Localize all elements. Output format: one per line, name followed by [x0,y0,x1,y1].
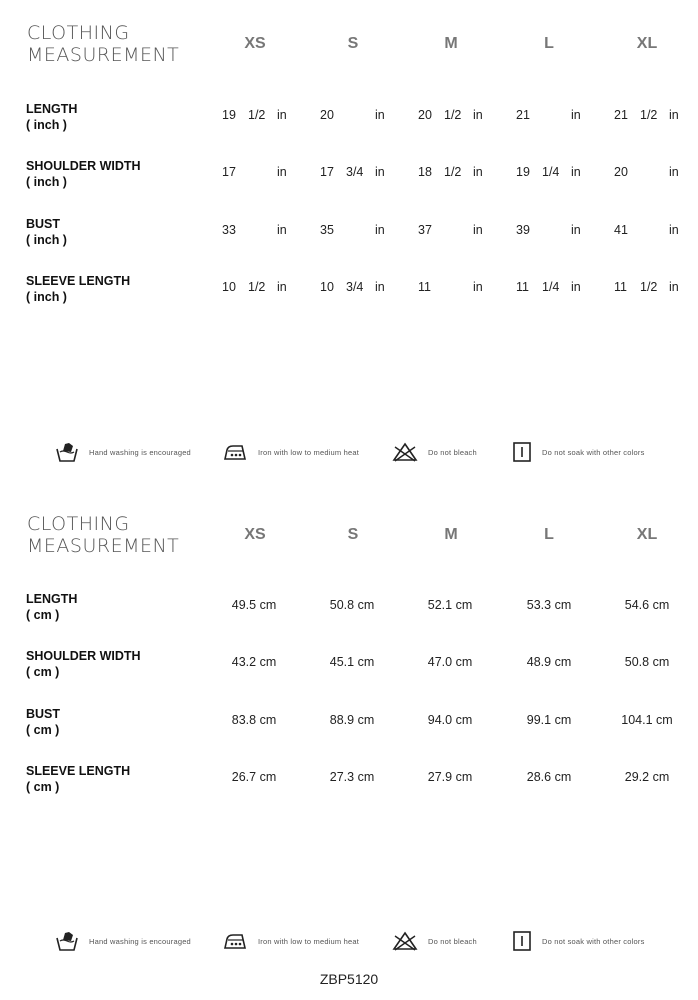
inch-row-label [26,216,67,248]
inch-title-line2: MEASUREMENT [27,44,180,66]
row-unit: ( cm ) [26,608,60,622]
cm-value-cell: 104.1 cm [621,713,673,727]
inch-value-cell [418,223,488,239]
care-item [55,441,191,463]
inch-value-cell [614,165,684,181]
whole-inches: 20 [614,165,628,179]
whole-inches: 21 [516,108,530,122]
inch-value-cell [222,280,292,296]
fraction-inches: 1/4 [542,165,560,179]
row-unit: ( inch ) [26,290,67,304]
care-instructions-top [0,441,698,463]
cm-value-cell: 94.0 cm [427,713,473,727]
unit-inches: in [571,108,581,122]
unit-inches: in [375,280,385,294]
unit-inches: in [277,280,287,294]
cm-value-cell: 88.9 cm [329,713,375,727]
care-text: Iron with low to medium heat [258,936,360,946]
fraction-inches: 1/2 [444,165,462,179]
whole-inches: 39 [516,223,530,237]
inch-size-s: S [347,35,359,52]
cm-value-cell: 28.6 cm [526,770,572,784]
inch-size-xs: XS [244,35,266,52]
inch-value-cell [320,165,390,181]
unit-inches: in [277,108,287,122]
cm-value-cell: 29.2 cm [624,770,670,784]
row-name: BUST [26,707,61,721]
whole-inches: 10 [320,280,334,294]
cm-value-cell: 83.8 cm [231,713,277,727]
cm-value-cell: 47.0 cm [427,655,473,669]
inch-size-m: M [444,35,458,52]
cm-size-l: L [544,526,554,543]
row-unit: ( inch ) [26,118,67,132]
care-item [392,441,477,463]
row-unit: ( cm ) [26,665,60,679]
unit-inches: in [277,223,287,237]
unit-inches: in [669,280,679,294]
inch-size-xl: XL [636,35,658,52]
cm-title-line1: CLOTHING [27,513,130,535]
whole-inches: 33 [222,223,236,237]
row-name: LENGTH [26,592,78,606]
fraction-inches: 1/2 [640,280,658,294]
cm-value-cell: 48.9 cm [526,655,572,669]
cm-size-m: M [444,526,458,543]
hand-wash-icon [55,441,79,463]
inch-value-cell [614,108,684,124]
care-text: Do not soak with other colors [542,936,645,946]
cm-value-cell: 43.2 cm [231,655,277,669]
inch-value-cell [222,108,292,124]
cm-row-label [26,648,141,680]
care-text: Hand washing is encouraged [89,447,191,457]
inch-row-label [26,158,141,190]
inch-row-label [26,273,130,305]
inch-value-cell [516,108,586,124]
inch-title-line1: CLOTHING [27,22,130,44]
unit-inches: in [669,108,679,122]
iron-icon [222,930,248,952]
unit-inches: in [669,223,679,237]
whole-inches: 19 [222,108,236,122]
inch-value-cell [418,108,488,124]
care-text: Do not bleach [428,936,477,946]
whole-inches: 20 [418,108,432,122]
iron-icon [222,441,248,463]
fraction-inches: 3/4 [346,165,364,179]
unit-inches: in [669,165,679,179]
fraction-inches: 1/4 [542,280,560,294]
product-code: ZBP5120 [319,971,379,987]
cm-title-line2: MEASUREMENT [27,535,180,557]
whole-inches: 10 [222,280,236,294]
unit-inches: in [277,165,287,179]
row-name: BUST [26,217,61,231]
cm-value-cell: 50.8 cm [329,598,375,612]
cm-value-cell: 26.7 cm [231,770,277,784]
inch-value-cell [516,223,586,239]
row-name: SLEEVE LENGTH [26,764,131,778]
fraction-inches: 3/4 [346,280,364,294]
whole-inches: 11 [418,280,431,294]
row-name: SHOULDER WIDTH [26,159,141,173]
whole-inches: 11 [516,280,529,294]
care-item [55,930,191,952]
cm-value-cell: 54.6 cm [624,598,670,612]
inch-value-cell [614,223,684,239]
cm-value-cell: 99.1 cm [526,713,572,727]
cm-size-xs: XS [244,526,266,543]
care-instructions-bottom [0,930,698,952]
whole-inches: 37 [418,223,432,237]
cm-size-xl: XL [636,526,658,543]
do-not-bleach-icon [392,930,418,952]
whole-inches: 35 [320,223,334,237]
inch-value-cell [418,165,488,181]
care-text: Do not bleach [428,447,477,457]
unit-inches: in [571,223,581,237]
inch-value-cell [320,280,390,296]
care-item [222,930,359,952]
unit-inches: in [473,223,483,237]
cm-row-label [26,706,60,738]
cm-value-cell: 45.1 cm [329,655,375,669]
inch-value-cell [320,108,390,124]
care-item [512,930,645,952]
row-unit: ( cm ) [26,723,60,737]
do-not-bleach-icon [392,441,418,463]
whole-inches: 18 [418,165,432,179]
care-text: Iron with low to medium heat [258,447,360,457]
hand-wash-icon [55,930,79,952]
whole-inches: 11 [614,280,627,294]
fraction-inches: 1/2 [444,108,462,122]
cm-row-label [26,591,77,623]
inch-size-l: L [544,35,554,52]
fraction-inches: 1/2 [248,108,266,122]
cm-value-cell: 50.8 cm [624,655,670,669]
unit-inches: in [375,108,385,122]
row-unit: ( inch ) [26,175,67,189]
care-item [222,441,359,463]
inch-value-cell [222,165,292,181]
row-name: SLEEVE LENGTH [26,274,131,288]
inch-value-cell [516,280,586,296]
cm-value-cell: 53.3 cm [526,598,572,612]
do-not-soak-icon [512,930,532,952]
inch-value-cell [320,223,390,239]
cm-size-s: S [347,526,359,543]
whole-inches: 17 [222,165,236,179]
unit-inches: in [375,165,385,179]
cm-value-cell: 49.5 cm [231,598,277,612]
care-item [392,930,477,952]
fraction-inches: 1/2 [248,280,266,294]
whole-inches: 20 [320,108,334,122]
do-not-soak-icon [512,441,532,463]
care-text: Hand washing is encouraged [89,936,191,946]
inch-value-cell [222,223,292,239]
whole-inches: 41 [614,223,628,237]
unit-inches: in [473,165,483,179]
cm-row-label [26,763,130,795]
unit-inches: in [571,280,581,294]
cm-value-cell: 27.9 cm [427,770,473,784]
row-unit: ( cm ) [26,780,60,794]
whole-inches: 17 [320,165,334,179]
inch-value-cell [418,280,488,296]
unit-inches: in [473,280,483,294]
cm-value-cell: 27.3 cm [329,770,375,784]
unit-inches: in [571,165,581,179]
row-unit: ( inch ) [26,233,67,247]
unit-inches: in [375,223,385,237]
inch-value-cell [516,165,586,181]
unit-inches: in [473,108,483,122]
inch-table-title [27,22,179,66]
row-name: SHOULDER WIDTH [26,649,141,663]
row-name: LENGTH [26,102,78,116]
whole-inches: 21 [614,108,628,122]
care-text: Do not soak with other colors [542,447,645,457]
inch-value-cell [614,280,684,296]
cm-table-title [27,513,179,557]
care-item [512,441,645,463]
inch-row-label [26,101,77,133]
fraction-inches: 1/2 [640,108,658,122]
whole-inches: 19 [516,165,530,179]
cm-value-cell: 52.1 cm [427,598,473,612]
